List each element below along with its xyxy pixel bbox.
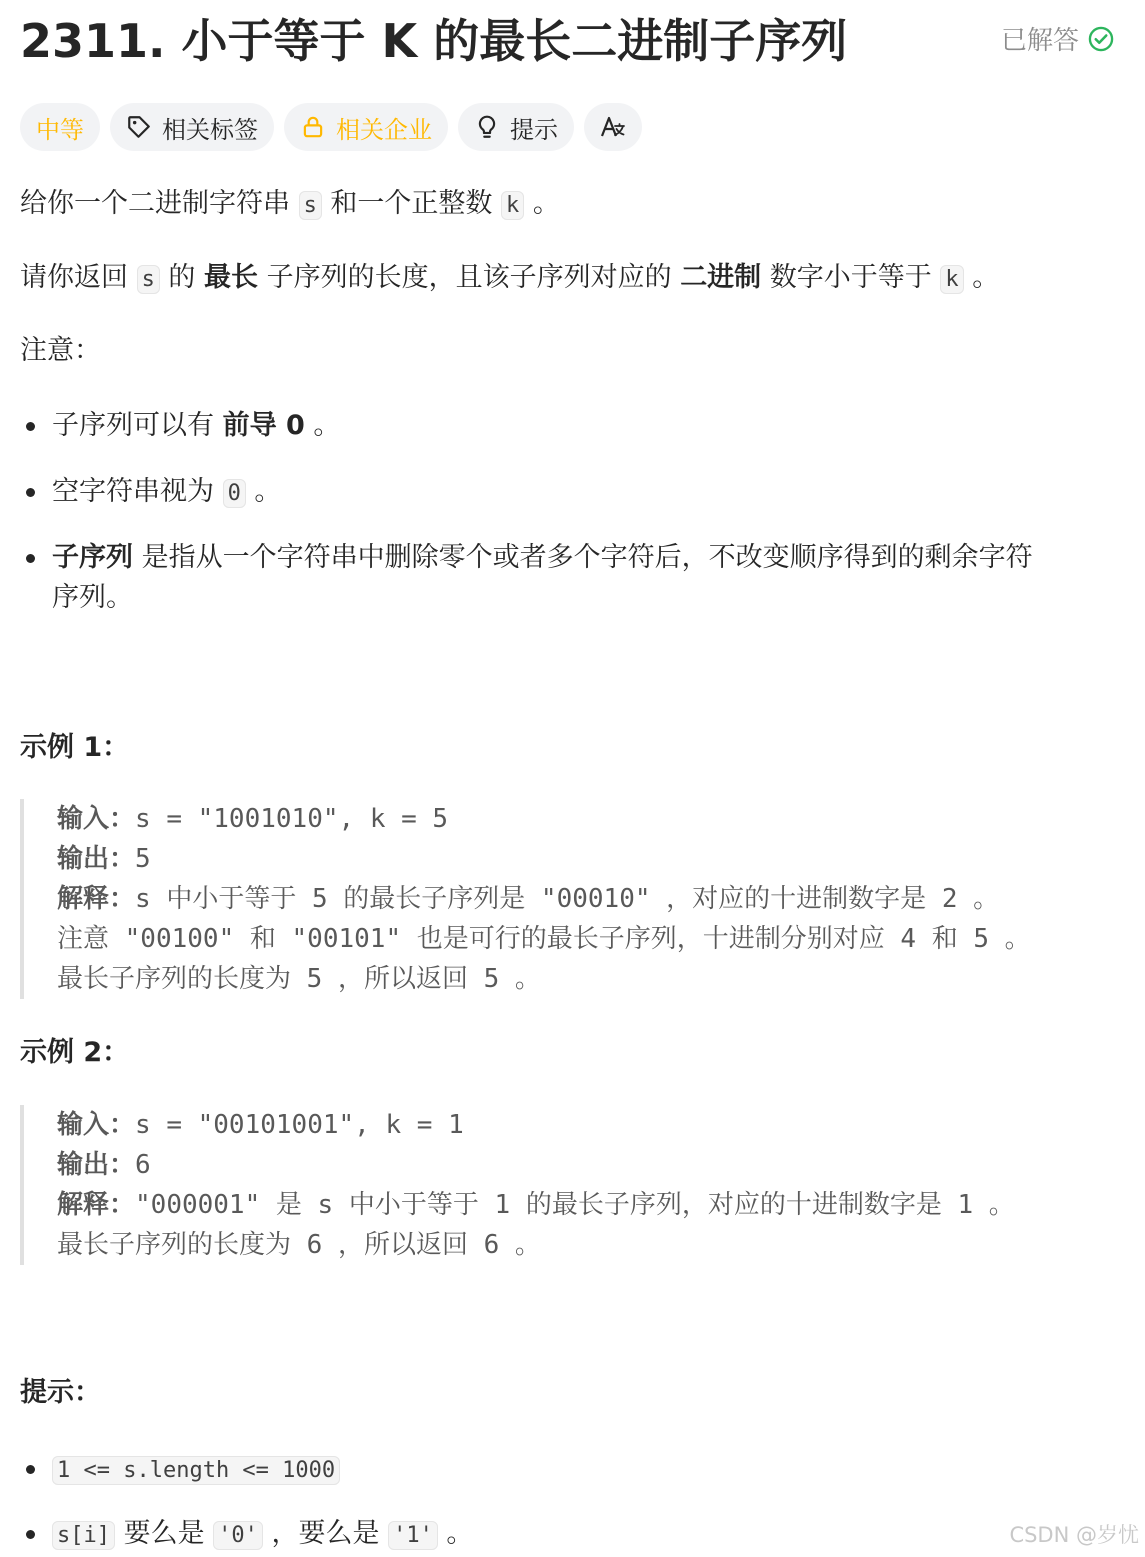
description-p2 xyxy=(20,258,999,300)
input-label: 输入： xyxy=(57,804,136,834)
note-item-2 xyxy=(20,472,281,514)
inline-code: 0 xyxy=(223,479,246,508)
explanation-line: 最长子序列的长度为 6 ，所以返回 6 。 xyxy=(57,1230,541,1260)
example-1-block xyxy=(20,799,1130,999)
explanation-line: "000001" 是 s 中小于等于 1 的最长子序列，对应的十进制数字是 1 。 xyxy=(135,1190,1015,1220)
tag-row xyxy=(20,103,642,151)
text: 。 xyxy=(304,410,341,441)
bullet-dot xyxy=(20,472,52,514)
inline-code: '0' xyxy=(213,1521,263,1550)
explanation-line: 注意 "00100" 和 "00101" 也是可行的最长子序列，十进制分别对应 4 和 5 。 xyxy=(57,924,1031,954)
text: 。 xyxy=(524,188,560,219)
watermark: CSDN @岁忧 xyxy=(1009,1523,1139,1547)
note-item-3 xyxy=(20,538,1033,618)
output-label: 输出： xyxy=(57,1150,136,1180)
inline-code: 1 <= s.length <= 1000 xyxy=(52,1456,340,1485)
text: 子序列可以有 xyxy=(52,410,223,441)
input-value: s = "1001010", k = 5 xyxy=(135,804,449,834)
text: 。 xyxy=(245,476,282,507)
companies-button[interactable] xyxy=(284,103,448,151)
topics-label: 相关标签 xyxy=(162,115,258,144)
solved-status xyxy=(1001,20,1115,57)
text: 子序列的长度，且该子序列对应的 xyxy=(258,262,681,293)
text: 空字符串视为 xyxy=(52,476,223,507)
explanation-line: s 中小于等于 5 的最长子序列是 "00010" ，对应的十进制数字是 2 。 xyxy=(135,884,1000,914)
translate-icon xyxy=(600,114,626,140)
output-label: 输出： xyxy=(57,844,136,874)
bold-text: 最长 xyxy=(204,262,259,293)
text: ，要么是 xyxy=(262,1518,389,1549)
description-p1 xyxy=(20,184,560,226)
bullet-dot xyxy=(20,1514,52,1556)
output-value: 6 xyxy=(135,1150,151,1180)
bold-text: 前导 0 xyxy=(222,410,305,441)
text: 给你一个二进制字符串 xyxy=(20,188,299,219)
text: 。 xyxy=(963,262,1000,293)
explanation-label: 解释： xyxy=(57,884,136,914)
difficulty-label: 中等 xyxy=(36,115,84,144)
bullet-dot xyxy=(20,1449,52,1491)
text: 要么是 xyxy=(114,1518,214,1549)
text: 。 xyxy=(437,1518,474,1549)
tag-icon xyxy=(126,114,152,140)
output-value: 5 xyxy=(135,844,151,874)
inline-code: s xyxy=(299,191,322,220)
explanation-label: 解释： xyxy=(57,1190,136,1220)
bold-text: 二进制 xyxy=(680,262,762,293)
bold-text: 子序列 xyxy=(52,542,133,573)
difficulty-badge[interactable] xyxy=(20,103,100,151)
bullet-dot xyxy=(20,538,52,618)
note-label: 注意： xyxy=(20,335,101,366)
solved-label: 已解答 xyxy=(1000,26,1079,56)
note-item-1 xyxy=(20,406,340,446)
text: 请你返回 xyxy=(20,262,137,293)
lock-icon xyxy=(300,114,326,140)
inline-code: '1' xyxy=(388,1521,438,1550)
inline-code: s xyxy=(137,265,160,294)
translate-button[interactable] xyxy=(584,103,642,151)
companies-label: 相关企业 xyxy=(336,115,432,144)
text: 是指从一个字符串中删除零个或者多个字符后，不改变顺序得到的剩余字符 xyxy=(133,542,1033,573)
topics-button[interactable] xyxy=(110,103,274,151)
inline-code: s[i] xyxy=(52,1521,115,1550)
hint-label: 提示 xyxy=(510,115,558,144)
example-2-heading: 示例 2： xyxy=(20,1037,130,1068)
text: 数字小于等于 xyxy=(761,262,941,293)
lightbulb-icon xyxy=(474,114,500,140)
constraint-item-1 xyxy=(20,1449,340,1491)
inline-code: k xyxy=(501,191,524,220)
input-value: s = "00101001", k = 1 xyxy=(135,1110,464,1140)
example-2-block xyxy=(20,1105,1130,1265)
bullet-dot xyxy=(20,406,52,446)
constraint-item-2 xyxy=(20,1514,473,1556)
text: 序列。 xyxy=(52,582,133,613)
explanation-line: 最长子序列的长度为 5 ，所以返回 5 。 xyxy=(57,964,541,994)
hint-button[interactable] xyxy=(458,103,574,151)
example-1-heading: 示例 1： xyxy=(20,732,130,763)
input-label: 输入： xyxy=(57,1110,136,1140)
text: 的 xyxy=(159,262,205,293)
inline-code: k xyxy=(940,265,963,294)
text: 和一个正整数 xyxy=(321,188,502,219)
constraints-heading: 提示： xyxy=(20,1377,101,1408)
check-circle-icon xyxy=(1087,25,1115,53)
problem-title: 2311. 小于等于 K 的最长二进制子序列 xyxy=(20,14,848,68)
